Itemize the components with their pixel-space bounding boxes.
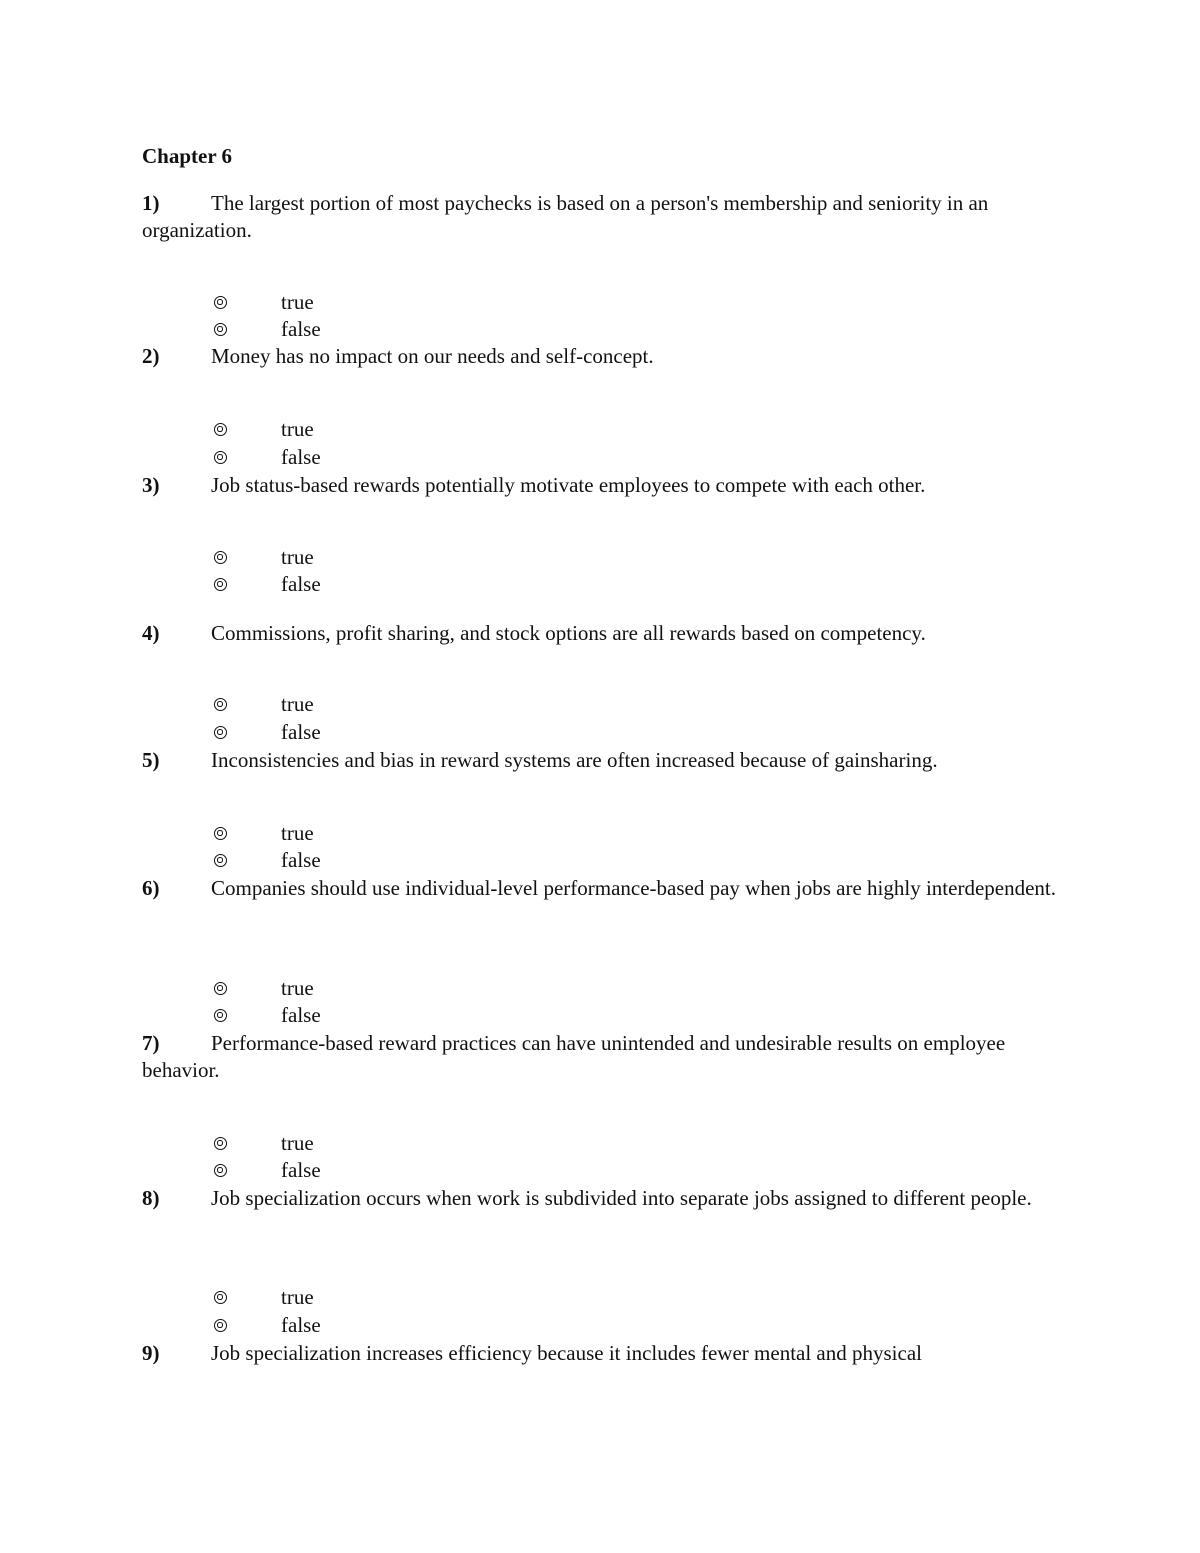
question-number: 6)	[142, 876, 160, 900]
question-4	[142, 620, 1072, 647]
option-false[interactable]	[213, 1157, 321, 1184]
radio-icon[interactable]	[214, 423, 227, 436]
radio-icon[interactable]	[214, 296, 227, 309]
option-true[interactable]	[213, 289, 314, 316]
question-text: Inconsistencies and bias in reward systems are often increased because of gainsharing.	[211, 748, 938, 772]
question-1	[142, 190, 1072, 244]
option-false[interactable]	[213, 316, 321, 343]
radio-icon[interactable]	[214, 1137, 227, 1150]
option-true[interactable]	[213, 416, 314, 443]
question-number: 5)	[142, 748, 160, 772]
question-number: 9)	[142, 1341, 160, 1365]
radio-icon[interactable]	[214, 578, 227, 591]
option-true[interactable]	[213, 1130, 314, 1157]
radio-icon[interactable]	[214, 323, 227, 336]
question-number: 1)	[142, 191, 160, 215]
question-2	[142, 343, 1072, 370]
question-text: Money has no impact on our needs and self-concept.	[211, 344, 654, 368]
question-5	[142, 747, 1072, 774]
question-text: Job specialization occurs when work is subdivided into separate jobs assigned to different people.	[211, 1186, 1032, 1210]
option-label: true	[281, 976, 314, 1000]
question-3	[142, 472, 1072, 499]
question-number: 2)	[142, 344, 160, 368]
question-7	[142, 1030, 1072, 1084]
question-text: Job status-based rewards potentially motivate employees to compete with each other.	[211, 473, 926, 497]
option-true[interactable]	[213, 1284, 314, 1311]
option-label: true	[281, 692, 314, 716]
question-number: 8)	[142, 1186, 160, 1210]
question-9	[142, 1340, 1072, 1367]
question-number: 3)	[142, 473, 160, 497]
option-label: false	[281, 317, 321, 341]
question-text: Companies should use individual-level performance-based pay when jobs are highly interdependent.	[211, 876, 1057, 900]
option-label: false	[281, 445, 321, 469]
option-label: false	[281, 848, 321, 872]
option-false[interactable]	[213, 444, 321, 471]
option-true[interactable]	[213, 691, 314, 718]
option-label: false	[281, 572, 321, 596]
radio-icon[interactable]	[214, 1009, 227, 1022]
question-number: 4)	[142, 621, 160, 645]
radio-icon[interactable]	[214, 1291, 227, 1304]
radio-icon[interactable]	[214, 1164, 227, 1177]
question-8	[142, 1185, 1072, 1212]
radio-icon[interactable]	[214, 827, 227, 840]
option-false[interactable]	[213, 719, 321, 746]
option-label: false	[281, 1003, 321, 1027]
radio-icon[interactable]	[214, 982, 227, 995]
option-label: true	[281, 1285, 314, 1309]
question-text: Commissions, profit sharing, and stock options are all rewards based on competency.	[211, 621, 926, 645]
option-false[interactable]	[213, 847, 321, 874]
option-label: true	[281, 545, 314, 569]
option-label: false	[281, 720, 321, 744]
radio-icon[interactable]	[214, 1319, 227, 1332]
chapter-title: Chapter 6	[142, 144, 233, 168]
option-true[interactable]	[213, 544, 314, 571]
radio-icon[interactable]	[214, 698, 227, 711]
option-true[interactable]	[213, 975, 314, 1002]
option-true[interactable]	[213, 820, 314, 847]
question-number: 7)	[142, 1031, 160, 1055]
radio-icon[interactable]	[214, 551, 227, 564]
radio-icon[interactable]	[214, 726, 227, 739]
option-false[interactable]	[213, 1002, 321, 1029]
question-text: The largest portion of most paychecks is based on a person's membership and seniority in an organization.	[142, 191, 989, 242]
option-label: false	[281, 1313, 321, 1337]
question-text: Job specialization increases efficiency because it includes fewer mental and physical	[211, 1341, 922, 1365]
option-label: true	[281, 1131, 314, 1155]
option-label: false	[281, 1158, 321, 1182]
option-false[interactable]	[213, 571, 321, 598]
option-label: true	[281, 417, 314, 441]
option-label: true	[281, 290, 314, 314]
option-false[interactable]	[213, 1312, 321, 1339]
radio-icon[interactable]	[214, 854, 227, 867]
option-label: true	[281, 821, 314, 845]
question-text: Performance-based reward practices can have unintended and undesirable results on employee behavior.	[142, 1031, 1006, 1082]
question-6	[142, 875, 1072, 902]
radio-icon[interactable]	[214, 451, 227, 464]
